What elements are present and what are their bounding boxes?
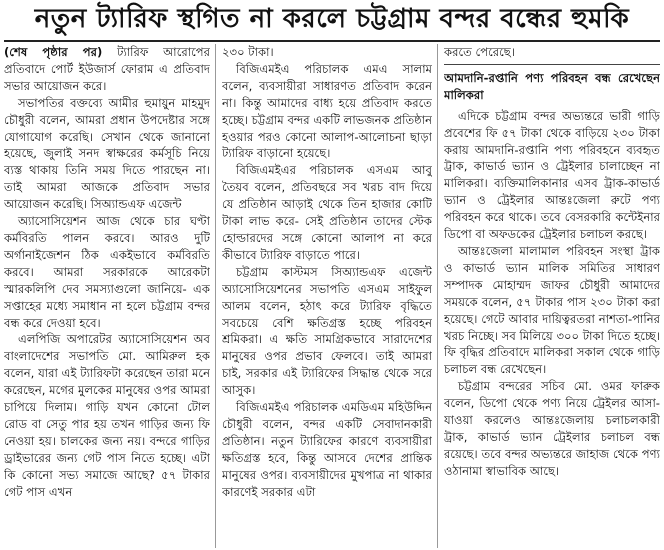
paragraph: বিজিএমইএ পরিচালক এমএ সালাম বলেন, ব্যবসায়ীরা সাধারণত প্রতিবাদ করেন না। কিন্তু আমাদের বাধ্য হয়ে প্রতিবাদ করতে হচ্ছে। চট্টগ্রাম বন্দর একটি লাভজনক প্রতিষ্ঠান হওয়ার পরও কোনো আলাপ-আলোচনা ছাড়া ট্যারিফ বাড়ানো হয়েছে। <box>222 61 432 161</box>
paragraph: আন্তঃজেলা মালামাল পরিবহন সংস্থা ট্রাক ও কাভার্ড ভ্যান মালিক সমিতির সাধারণ সম্পাদক মোহাম্মদ জাফর চৌধুরী আমাদের সময়কে বলেন, ৫৭ টাকার পাস ২৩০ টাকা করা হয়েছে। গেটে আবার দায়িত্বরতরা নাশতা-পানির খরচ নিচ্ছে। সব মিলিয়ে ৩০০ টাকা দিতে হচ্ছে। ফি বৃদ্ধির প্রতিবাদে মালিকরা সকাল থেকে গাড়ি চলাচল বন্ধ রেখেছেন। <box>444 243 660 377</box>
paragraph: সভাপতির বক্তব্যে আমীর হুমায়ুন মাহমুদ চৌধুরী বলেন, আমরা প্রধান উপদেষ্টার সঙ্গে যোগাযোগ করেছি। সেখান থেকে জানানো হয়েছে, জুলাই সনদ স্বাক্ষরের কর্মসূচি নিয়ে ব্যস্ত থাকায় তিনি সময় দিতে পারছেন না। তাই আমরা আজকে প্রতিবাদ সভার আয়োজন করেছি। সিঅ্যান্ডএফ এজেন্ট <box>4 95 210 212</box>
article-column-3 <box>444 44 660 548</box>
paragraph: চট্টগ্রাম বন্দরের সচিব মো. ওমর ফারুক বলেন, ডিপো থেকে পণ্য নিয়ে ট্রেইলর আসা-যাওয়া করলেও আন্তঃজেলায় চলাচলকারী ট্রাক, কাভার্ড ভ্যান ট্রেইলার চলাচল বন্ধ রয়েছে। তবে বন্দর অভ্যন্তরে জাহাজ থেকে পণ্য ওঠানামা স্বাভাবিক আছে। <box>444 379 660 478</box>
paragraph: এদিকে চট্টগ্রাম বন্দর অভ্যন্তরে ভারী গাড়ি প্রবেশের ফি ৫৭ টাকা থেকে বাড়িয়ে ২৩০ টাকা করায় আমদানি-রপ্তানি পণ্য পরিবহনে ব্যবহৃত ট্রাক, কাভার্ড ভ্যান ও ট্রেইলার চালাচ্ছেন না মালিকরা। ব্যক্তিমালিকানার এসব ট্রাক-কাভার্ড ভ্যান ও ট্রেইলার আন্তঃজেলা রুটে পণ্য পরিবহন করে থাকে। তবে বেসরকারি কন্টেইনার ডিপো বা অফডকের ট্রেইলার চলাচল করছে। <box>444 108 660 242</box>
headline-rule <box>4 40 660 42</box>
article-column-2 <box>222 44 432 548</box>
article-headline: নতুন ট্যারিফ স্থগিত না করলে চট্টগ্রাম বন্দর বন্ধের হুমকি <box>34 4 630 34</box>
column-divider <box>437 44 438 548</box>
paragraph: বিজিএমইএর পরিচালক এসএম আবু তৈয়ব বলেন, প্রতিবছরে সব খরচ বাদ দিয়ে যে প্রতিষ্ঠান আড়াই থেকে তিন হাজার কোটি টাকা লাভ করে- সেই প্রতিষ্ঠান তাদের স্টেক হোল্ডারদের সঙ্গে কোনো আলাপ না করে কীভাবে ট্যারিফ বাড়াতে পারে। <box>222 163 432 262</box>
paragraph: ২৩০ টাকা। <box>222 45 274 59</box>
paragraph: করতে পেরেছে। <box>444 45 515 59</box>
paragraph: অ্যাসোসিয়েশন আজ থেকে চার ঘণ্টা কর্মবিরতি পালন করবে। আরও দুটি অর্গানাইজেশন ঠিক একইভাবে কর্মবিরতি করবে। আমরা সরকারকে আরেকটা স্মারকলিপি দেব সমস্যাগুলো জানিয়ে- এক সপ্তাহের মধ্যে সমাধান না হলে চট্টগ্রাম বন্দর বন্ধ করে দেওয়া হবে। <box>4 214 210 330</box>
continuation-marker: (শেষ পৃষ্ঠার পর) <box>4 45 103 59</box>
paragraph: বিজিএমইএ পরিচালক এমডিএম মহিউদ্দিন চৌধুরী বলেন, বন্দর একটি সেবাদানকারী প্রতিষ্ঠান। নতুন ট্যারিফের কারণে ব্যবসায়ীরা ক্ষতিগ্রস্ত হবে, কিন্তু আসবে দেশের প্রান্তিক মানুষের ওপর। ব্যবসায়ীদের মুখপাত্র না থাকার কারণেই সরকার এটা <box>222 400 432 499</box>
paragraph-text: ট্যারিফ আরোপের প্রতিবাদে পোর্ট ইউজার্স ফোরাম এ প্রতিবাদ সভার আয়োজন করে। <box>4 45 210 93</box>
article-column-1 <box>4 44 210 548</box>
sub-headline: আমদানি-রপ্তানি পণ্য পরিবহন বন্ধ রেখেছেন মালিকরা <box>444 70 660 102</box>
paragraph: এলপিজি অপারেটর অ্যাসোসিয়েশন অব বাংলাদেশের সভাপতি মো. আমিরুল হক বলেন, যারা এই ট্যারিফটা করেছেন তারা মনে করেছেন, মগের মুলকের মানুষের ওপর আমরা চাপিয়ে দিলাম। গাড়ি যখন কোনো টোল রোড বা সেতু পার হয় তখন গাড়ির জন্য ফি নেওয়া হয়। চালকের জন্য নয়। বন্দরে গাড়ির ড্রাইভারের জন্য গেট পাস নিতে হচ্ছে। এটা কি কোনো সভ্য সমাজে আছে? ৫৭ টাকার গেট পাস এখন <box>4 332 210 499</box>
section-divider <box>444 64 660 65</box>
column-divider <box>215 44 216 548</box>
paragraph: চট্টগ্রাম কাস্টমস সিঅ্যান্ডএফ এজেন্ট অ্যাসোসিয়েশনের সভাপতি এসএম সাইফুল আলম বলেন, হঠাৎ করে ট্যারিফ বৃদ্ধিতে সবচেয়ে বেশি ক্ষতিগ্রস্ত হচ্ছে পরিবহন শ্রমিকরা। এ ক্ষতি সামগ্রিকভাবে সারাদেশের মানুষের ওপর প্রভাব ফেলবে। তাই আমরা চাই, সরকার এই ট্যারিফের সিদ্ধান্ত থেকে সরে আসুক। <box>222 264 432 398</box>
paragraph <box>4 44 210 95</box>
